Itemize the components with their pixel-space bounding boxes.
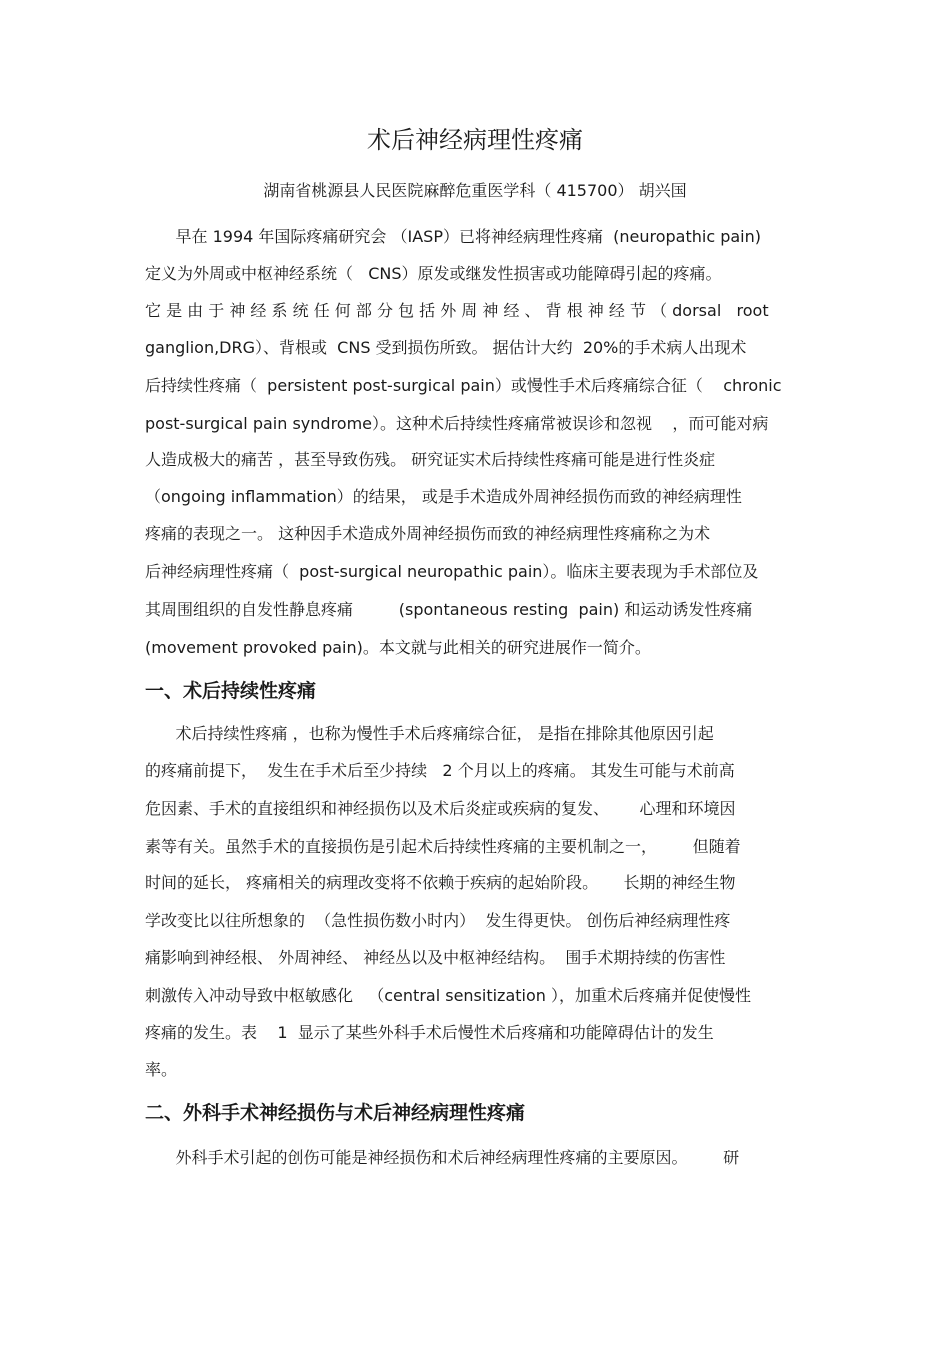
intro-line: ganglion,DRG）、背根或 CNS 受到损伤所致。 据估计大约 20%的手术病人出现术 [145,338,747,357]
intro-line: 定义为外周或中枢神经系统（ CNS）原发或继发性损害或功能障碍引起的疼痛。 [145,264,722,283]
intro-line: 人造成极大的痛苦 ，甚至导致伤残。 研究证实术后持续性疼痛可能是进行性炎症 [145,450,716,469]
section1-line: 率。 [145,1060,178,1079]
section1-line: 刺激传入冲动导致中枢敏感化 （central sensitization ），加重术后疼痛并促使慢性 [145,986,751,1005]
section1-line: 素等有关。虽然手术的直接损伤是引起术后持续性疼痛的主要机制之一， 但随着 [145,837,741,856]
intro-line: 疼痛的表现之一。 这种因手术造成外周神经损伤而致的神经病理性疼痛称之为术 [145,524,711,543]
intro-line: post-surgical pain syndrome）。这种术后持续性疼痛常被误诊和忽视 ，而可能对病 [145,414,769,433]
section1-line: 痛影响到神经根、 外周神经、 神经丛以及中枢神经结构。 围手术期持续的伤害性 [145,948,726,967]
document-title: 术后神经病理性疼痛 [367,126,583,154]
section1-line: 的疼痛前提下， 发生在手术后至少持续 2 个月以上的疼痛。 其发生可能与术前高 [145,761,735,780]
intro-line: 它 是 由 于 神 经 系 统 任 何 部 分 包 括 外 周 神 经 、 背 根 神 经 节 （ dorsal root [145,301,769,320]
section1-line: 时间的延长， 疼痛相关的病理改变将不依赖于疾病的起始阶段。 长期的神经生物 [145,873,736,892]
intro-line: 后持续性疼痛（ persistent post-surgical pain）或慢性手术后疼痛综合征（ chronic [145,376,782,395]
intro-line: 早在 1994 年国际疼痛研究会 （IASP）已将神经病理性疼痛 (neuropathic pain) [145,227,762,246]
author-affiliation: 湖南省桃源县人民医院麻醉危重医学科（ 415700） 胡兴国 [263,181,687,200]
section-heading: 二、外科手术神经损伤与术后神经病理性疼痛 [145,1102,526,1124]
section-heading: 一、术后持续性疼痛 [145,680,317,702]
section1-line: 疼痛的发生。表 1 显示了某些外科手术后慢性术后疼痛和功能障碍估计的发生 [145,1023,714,1042]
intro-line: (movement provoked pain)。本文就与此相关的研究进展作一简介。 [145,638,651,657]
section1-line: 术后持续性疼痛 ，也称为慢性手术后疼痛综合征， 是指在排除其他原因引起 [145,724,714,743]
intro-line: 其周围组织的自发性静息疼痛 (spontaneous resting pain) 和运动诱发性疼痛 [145,600,753,619]
section2-line: 外科手术引起的创伤可能是神经损伤和术后神经病理性疼痛的主要原因。 研 [145,1148,740,1167]
intro-line: （ongoing inflammation）的结果， 或是手术造成外周神经损伤而致的神经病理性 [145,487,742,506]
intro-line: 后神经病理性疼痛（ post-surgical neuropathic pain）。临床主要表现为手术部位及 [145,562,759,581]
section1-line: 危因素、手术的直接组织和神经损伤以及术后炎症或疾病的复发、 心理和环境因 [145,799,736,818]
section1-line: 学改变比以往所想象的 （急性损伤数小时内） 发生得更快。 创伤后神经病理性疼 [145,911,731,930]
